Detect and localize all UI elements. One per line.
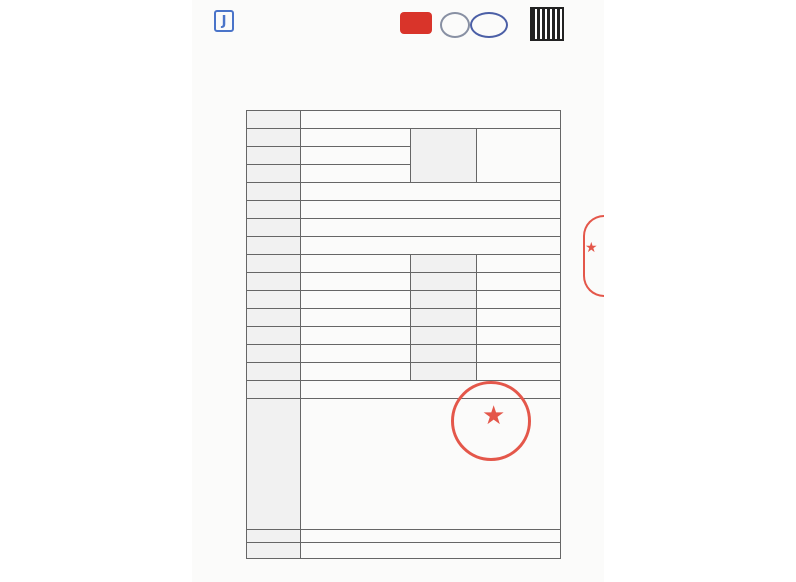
field-label	[247, 255, 301, 273]
table-row	[247, 237, 561, 255]
field-label	[247, 219, 301, 237]
table-row	[247, 309, 561, 327]
table-row	[247, 201, 561, 219]
field-label	[411, 255, 477, 273]
table-row	[247, 183, 561, 201]
field-value	[301, 309, 411, 327]
field-label	[411, 327, 477, 345]
table-row	[247, 255, 561, 273]
table-row	[247, 111, 561, 129]
cal-badge-icon	[440, 12, 470, 38]
field-label	[247, 291, 301, 309]
field-value	[301, 273, 411, 291]
field-label	[247, 327, 301, 345]
field-label	[247, 111, 301, 129]
table-row	[247, 273, 561, 291]
field-label	[247, 309, 301, 327]
field-value	[301, 165, 411, 183]
field-value	[301, 201, 561, 219]
field-label	[247, 201, 301, 219]
field-label	[411, 309, 477, 327]
table-row	[247, 345, 561, 363]
field-value	[301, 129, 411, 147]
field-label	[411, 129, 477, 183]
field-label	[411, 345, 477, 363]
field-value	[301, 291, 411, 309]
field-label	[411, 273, 477, 291]
field-value	[477, 327, 561, 345]
field-value	[477, 273, 561, 291]
table-row	[247, 219, 561, 237]
field-value	[301, 111, 561, 129]
conclusion-label	[247, 399, 301, 530]
field-label	[247, 273, 301, 291]
logo-mark-icon: J	[214, 10, 234, 32]
field-label	[247, 165, 301, 183]
side-seal-star-icon: ★	[585, 240, 598, 256]
field-label	[411, 291, 477, 309]
field-value	[477, 255, 561, 273]
report-footer	[246, 542, 560, 545]
side-seal-icon	[583, 215, 604, 297]
field-label	[247, 183, 301, 201]
field-value	[301, 219, 561, 237]
field-value	[477, 129, 561, 183]
field-label	[247, 381, 301, 399]
table-row	[247, 291, 561, 309]
field-value	[477, 345, 561, 363]
field-label	[247, 345, 301, 363]
cnas-badge-icon	[470, 12, 508, 38]
table-row	[247, 327, 561, 345]
field-label	[411, 363, 477, 381]
field-label	[247, 237, 301, 255]
field-label	[247, 129, 301, 147]
cma-badge-icon	[400, 12, 432, 34]
table-row	[247, 363, 561, 381]
field-value	[477, 291, 561, 309]
field-label	[247, 147, 301, 165]
field-value	[301, 147, 411, 165]
qr-code-icon[interactable]	[530, 7, 564, 41]
table-row	[247, 129, 561, 147]
field-value	[301, 327, 411, 345]
field-value	[301, 237, 561, 255]
field-value	[301, 345, 411, 363]
company-logo	[214, 10, 238, 32]
report-table	[246, 110, 561, 559]
field-value	[301, 255, 411, 273]
field-label	[247, 363, 301, 381]
seal-star-icon: ★	[482, 401, 506, 431]
field-value	[301, 183, 561, 201]
field-value	[477, 363, 561, 381]
field-value	[301, 363, 411, 381]
field-value	[477, 309, 561, 327]
